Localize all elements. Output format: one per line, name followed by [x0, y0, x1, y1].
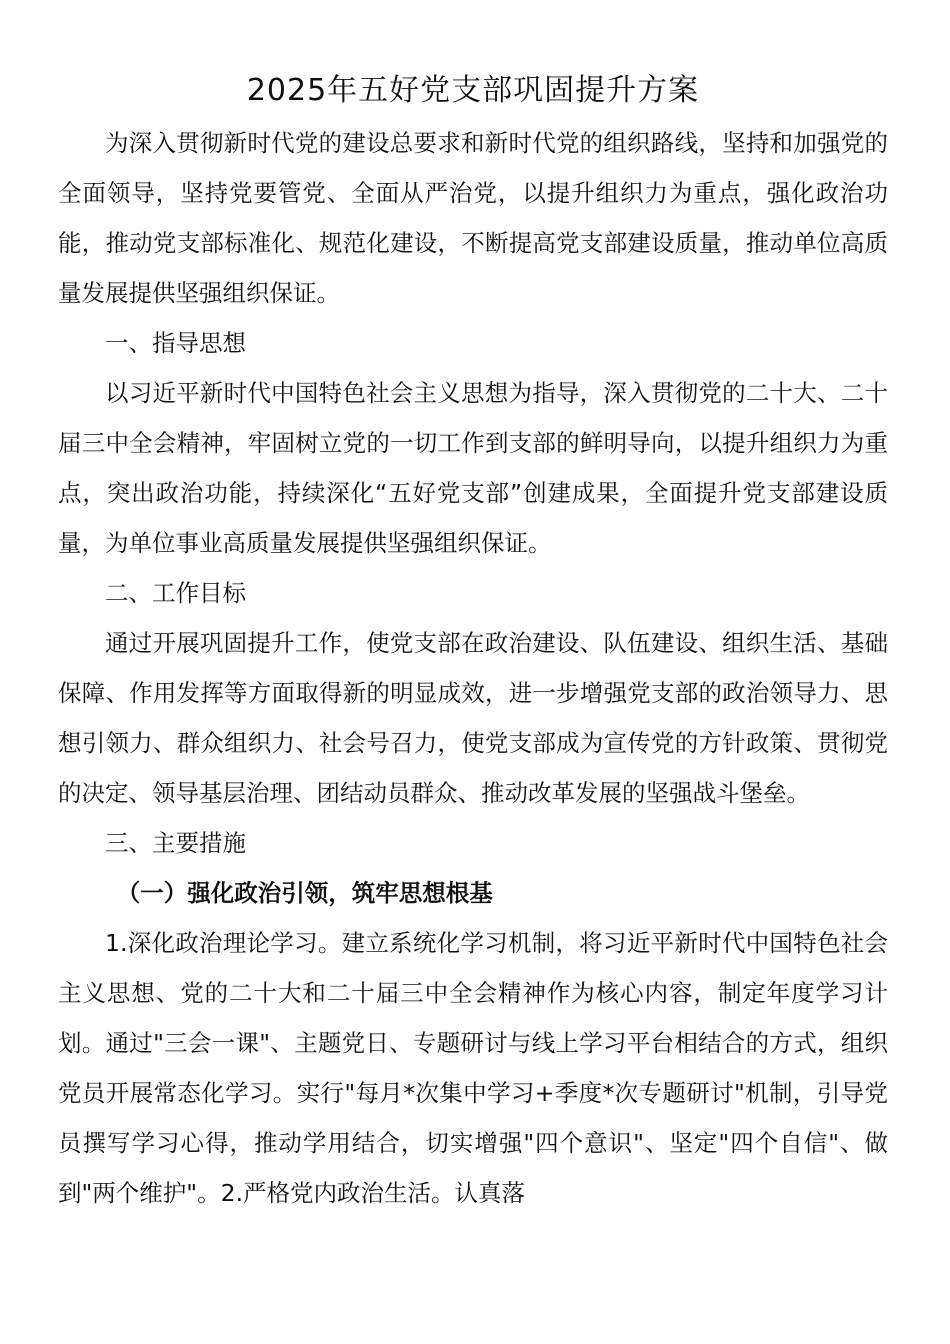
document-page: [58, 64, 888, 1218]
section-heading-main-measures: 三、主要措施: [105, 829, 246, 857]
subsection-heading-political-leadership: （一）强化政治引领，筑牢思想根基: [116, 879, 493, 907]
section-heading-guiding-thought: 一、指导思想: [105, 329, 246, 357]
document-title: 2025年五好党支部巩固提升方案: [246, 73, 700, 108]
section-body-main-measures: 1.深化政治理论学习。建立系统化学习机制，将习近平新时代中国特色社会主义思想、党的二十大和二十届三中全会精神作为核心内容，制定年度学习计划。通过"三会一课"、主题党日、专题研讨与线上学习平台相结合的方式，组织党员开展常态化学习。实行"每月*次集中学习+季度*次专题研讨"机制，引导党员撰写学习心得，推动学用结合，切实增强"四个意识"、坚定"四个自信"、做到"两个维护"。2.严格党内政治生活。认真落: [58, 929, 888, 1207]
intro-paragraph: 为深入贯彻新时代党的建设总要求和新时代党的组织路线，坚持和加强党的全面领导，坚持党要管党、全面从严治党，以提升组织力为重点，强化政治功能，推动党支部标准化、规范化建设，不断提高党支部建设质量，推动单位高质量发展提供坚强组织保证。: [58, 129, 888, 307]
section-heading-work-goals: 二、工作目标: [105, 579, 246, 607]
section-body-work-goals: 通过开展巩固提升工作，使党支部在政治建设、队伍建设、组织生活、基础保障、作用发挥等方面取得新的明显成效，进一步增强党支部的政治领导力、思想引领力、群众组织力、社会号召力，使党支部成为宣传党的方针政策、贯彻党的决定、领导基层治理、团结动员群众、推动改革发展的坚强战斗堡垒。: [58, 629, 888, 807]
section-body-guiding-thought: 以习近平新时代中国特色社会主义思想为指导，深入贯彻党的二十大、二十届三中全会精神，牢固树立党的一切工作到支部的鲜明导向，以提升组织力为重点，突出政治功能，持续深化“五好党支部”创建成果，全面提升党支部建设质量，为单位事业高质量发展提供坚强组织保证。: [58, 379, 888, 557]
